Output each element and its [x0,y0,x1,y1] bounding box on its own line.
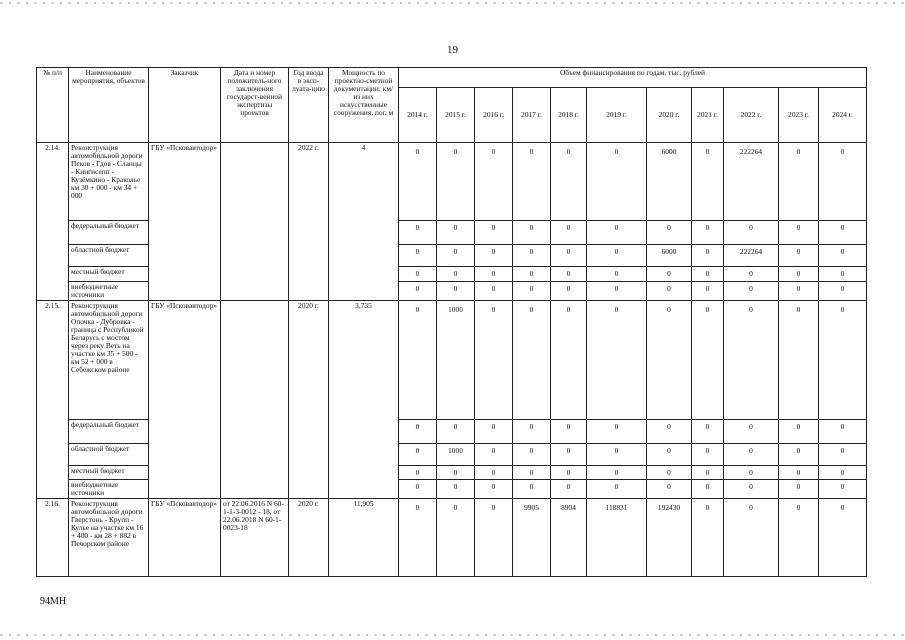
funding-value: 0 [647,300,692,419]
header-year-6: 2020 г. [647,88,692,143]
funding-source-value: 0 [819,267,867,282]
object-capacity: 3,735 [329,300,399,498]
funding-source-value: 0 [437,221,475,245]
funding-source-label: федеральный бюджет [69,419,149,443]
funding-source-value: 0 [551,443,587,465]
funding-source-value: 0 [587,419,647,443]
funding-source-label: местный бюджет [69,267,149,282]
funding-source-value: 0 [647,282,692,301]
table-row-object [37,498,867,576]
funding-source-value: 0 [819,443,867,465]
funding-source-value: 0 [551,282,587,301]
funding-source-value: 0 [513,221,551,245]
funding-source-value: 0 [513,443,551,465]
funding-source-value: 0 [513,267,551,282]
funding-source-value: 0 [819,282,867,301]
funding-source-value: 0 [399,443,437,465]
header-capacity: Мощность по проектно-сметной документации: км/из них искусственные сооружения, пог. м [329,68,399,143]
funding-source-value: 0 [724,419,779,443]
funding-value: 0 [475,498,513,576]
object-capacity: 11,905 [329,498,399,576]
funding-source-value: 0 [647,479,692,498]
scan-edge-top [0,2,905,4]
funding-source-value: 0 [692,221,724,245]
funding-source-value: 0 [437,479,475,498]
header-year-10: 2024 г. [819,88,867,143]
funding-source-value: 0 [437,245,475,267]
funding-source-value: 0 [437,282,475,301]
funding-value: 0 [779,143,819,221]
object-name: Реконструкция автомобильной дороги Псков - Гдов - Сланцы - Кингисепп - Кузёмкино - Краколье км 30 + 000 - км 34 + 000 [69,143,149,221]
table-row-object [37,300,867,419]
funding-value: 9905 [513,498,551,576]
funding-source-value: 0 [475,419,513,443]
funding-source-value: 0 [692,419,724,443]
funding-source-value: 0 [779,282,819,301]
funding-source-value: 0 [819,465,867,479]
funding-source-value: 0 [475,443,513,465]
object-capacity: 4 [329,143,399,301]
header-expertise: Дата и номер положитель-ного заключения государст-венной экспертизы проектов [221,68,289,143]
funding-value: 0 [819,143,867,221]
funding-source-value: 0 [724,443,779,465]
header-year-9: 2023 г. [779,88,819,143]
object-number: 2.14. [37,143,69,301]
funding-source-label: федеральный бюджет [69,221,149,245]
funding-source-label: внебюджетные источники [69,479,149,498]
funding-source-label: областной бюджет [69,443,149,465]
header-year-7: 2021 г. [692,88,724,143]
header-year-3: 2017 г. [513,88,551,143]
object-commission-year: 2022 г. [289,143,329,301]
funding-source-value: 0 [587,465,647,479]
funding-source-value: 0 [587,282,647,301]
header-year-8: 2022 г. [724,88,779,143]
header-year-1: 2015 г. [437,88,475,143]
funding-source-value: 0 [513,245,551,267]
funding-source-value: 0 [399,282,437,301]
funding-source-value: 0 [551,267,587,282]
funding-source-value: 0 [475,245,513,267]
funding-value: 0 [399,300,437,419]
funding-value: 0 [819,300,867,419]
funding-source-value: 0 [779,479,819,498]
funding-value: 1000 [437,300,475,419]
funding-source-value: 0 [779,465,819,479]
funding-source-value: 0 [779,419,819,443]
funding-source-value: 0 [437,267,475,282]
header-year-4: 2018 г. [551,88,587,143]
header-year-0: 2014 г. [399,88,437,143]
funding-value: 118831 [587,498,647,576]
funding-source-value: 0 [692,443,724,465]
object-name: Реконструкция автомобильной дороги Гверстонь - Крупп - Кулье на участке км 16 + 400 - км 28 + 882 в Печорском районе [69,498,149,576]
funding-value: 0 [513,300,551,419]
funding-value: 0 [551,300,587,419]
funding-source-value: 0 [779,443,819,465]
funding-source-value: 0 [724,282,779,301]
object-expertise [221,143,289,301]
funding-value: 8904 [551,498,587,576]
header-funding: Объем финансирования по годам, тыс. рублей [399,68,867,88]
object-number: 2.15. [37,300,69,498]
funding-source-value: 0 [437,465,475,479]
table-row-object [37,143,867,221]
funding-source-value: 0 [551,419,587,443]
object-name: Реконструкция автомобильной дороги Опочка - Дубровка - граница с Республикой Беларусь с мостом через реку Веть на участке км 35 + 500 - км 52 + 000 в Себежском районе [69,300,149,419]
funding-source-value: 1000 [437,443,475,465]
funding-value: 0 [587,300,647,419]
funding-source-value: 0 [399,465,437,479]
funding-value: 0 [724,498,779,576]
footer-code: 94МН [40,596,67,607]
funding-source-label: местный бюджет [69,465,149,479]
funding-value: 0 [513,143,551,221]
object-customer: ГБУ «Псковавтодор» [149,498,221,576]
funding-value: 0 [779,300,819,419]
header-year-5: 2019 г. [587,88,647,143]
scan-edge-bottom [0,634,905,636]
funding-value: 0 [437,498,475,576]
object-commission-year: 2020 г. [289,300,329,498]
header-name: Наименование мероприятия, объектов [69,68,149,143]
header-year-2: 2016 г. [475,88,513,143]
funding-source-value: 0 [513,419,551,443]
funding-source-value: 0 [399,245,437,267]
funding-source-value: 0 [692,267,724,282]
funding-source-value: 0 [513,465,551,479]
funding-source-value: 0 [475,221,513,245]
funding-value: 0 [819,498,867,576]
funding-table [36,67,867,577]
funding-source-value: 0 [692,465,724,479]
funding-source-value: 0 [551,221,587,245]
funding-source-value: 0 [819,479,867,498]
funding-value: 0 [779,498,819,576]
funding-source-value: 222264 [724,245,779,267]
funding-source-value: 0 [551,245,587,267]
funding-source-value: 0 [724,465,779,479]
object-customer: ГБУ «Псковавтодор» [149,143,221,301]
object-number: 2.16. [37,498,69,576]
header-customer: Заказчик [149,68,221,143]
funding-value: 0 [692,300,724,419]
funding-source-label: областной бюджет [69,245,149,267]
funding-value: 0 [475,300,513,419]
funding-source-value: 0 [587,221,647,245]
funding-source-value: 0 [647,465,692,479]
funding-source-value: 0 [647,267,692,282]
funding-source-value: 0 [475,465,513,479]
funding-value: 0 [437,143,475,221]
funding-source-value: 0 [647,443,692,465]
header-no: № п/п [37,68,69,143]
funding-value: 6000 [647,143,692,221]
funding-source-value: 0 [513,282,551,301]
page-number: 19 [447,44,458,56]
funding-source-value: 0 [551,465,587,479]
funding-source-value: 0 [819,221,867,245]
funding-value: 0 [587,143,647,221]
header-year: Год ввода в эксп-луата-цию [289,68,329,143]
funding-source-value: 0 [399,419,437,443]
funding-source-value: 0 [513,479,551,498]
funding-source-value: 0 [724,267,779,282]
object-customer: ГБУ «Псковавтодор» [149,300,221,498]
funding-source-value: 0 [647,419,692,443]
object-expertise: от 22.06.2016 N 60-1-1-3-0012 - 18, от 22.06.2018 N 60-1-0023-18 [221,498,289,576]
funding-value: 0 [692,498,724,576]
funding-source-label: внебюджетные источники [69,282,149,301]
funding-source-value: 0 [437,419,475,443]
funding-source-value: 0 [819,245,867,267]
funding-source-value: 0 [587,443,647,465]
funding-source-value: 0 [551,479,587,498]
funding-value: 0 [724,300,779,419]
funding-source-value: 0 [399,479,437,498]
object-expertise [221,300,289,498]
funding-source-value: 0 [399,221,437,245]
funding-source-value: 0 [819,419,867,443]
funding-source-value: 0 [647,221,692,245]
funding-source-value: 6000 [647,245,692,267]
funding-source-value: 0 [475,479,513,498]
funding-source-value: 0 [475,282,513,301]
funding-source-value: 0 [724,479,779,498]
funding-source-value: 0 [779,267,819,282]
funding-value: 222264 [724,143,779,221]
object-commission-year: 2020 г. [289,498,329,576]
funding-source-value: 0 [587,267,647,282]
funding-source-value: 0 [475,267,513,282]
funding-source-value: 0 [692,479,724,498]
funding-source-value: 0 [779,245,819,267]
funding-value: 0 [475,143,513,221]
funding-source-value: 0 [399,267,437,282]
funding-value: 0 [399,498,437,576]
funding-value: 0 [399,143,437,221]
funding-source-value: 0 [779,221,819,245]
funding-value: 0 [692,143,724,221]
funding-source-value: 0 [724,221,779,245]
funding-value: 192430 [647,498,692,576]
funding-source-value: 0 [587,479,647,498]
funding-source-value: 0 [587,245,647,267]
funding-source-value: 0 [692,282,724,301]
funding-source-value: 0 [692,245,724,267]
funding-value: 0 [551,143,587,221]
